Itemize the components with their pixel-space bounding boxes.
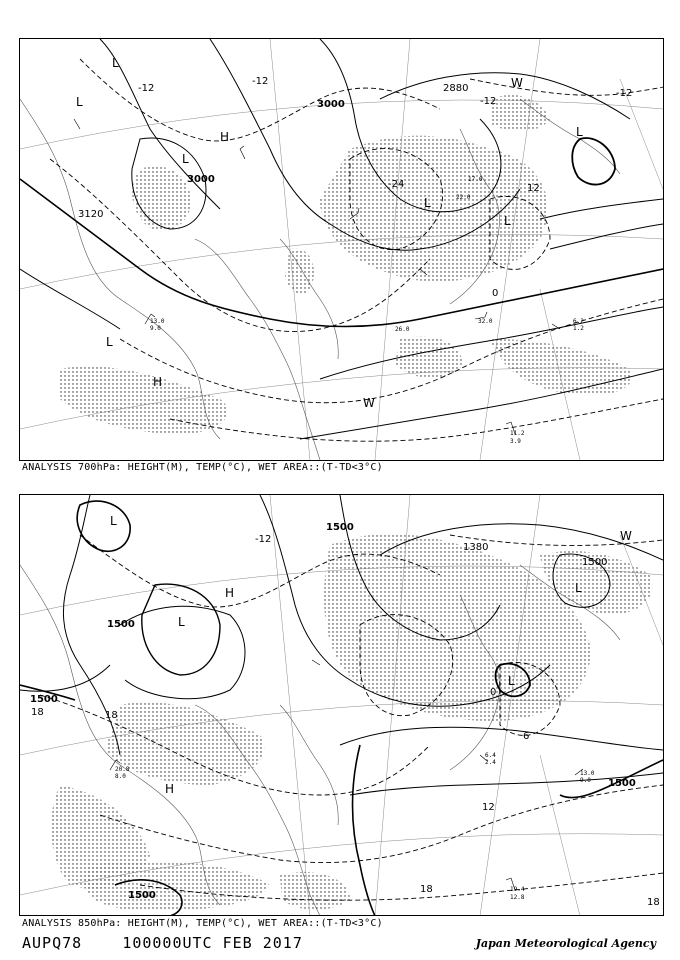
low-center-marker: L bbox=[576, 125, 583, 139]
low-center-marker: L bbox=[182, 152, 189, 166]
temp-label: -12 bbox=[480, 96, 497, 107]
station-value: 32.0 bbox=[478, 318, 493, 325]
station-value: 11.2 bbox=[510, 430, 525, 437]
low-center-marker: L bbox=[110, 514, 117, 528]
height-label: 1500 bbox=[128, 890, 156, 901]
station-value: 2.4 bbox=[485, 759, 496, 766]
temp-label: 6 bbox=[523, 731, 530, 742]
height-label: 1500 bbox=[107, 619, 135, 630]
temp-label: 18 bbox=[647, 897, 660, 908]
temp-label: 18 bbox=[31, 707, 44, 718]
high-center-marker: H bbox=[225, 586, 235, 600]
warm-center-marker: W bbox=[363, 396, 375, 410]
temp-label: 12 bbox=[527, 183, 540, 194]
low-center-marker: L bbox=[508, 674, 515, 688]
warm-center-marker: W bbox=[620, 529, 632, 543]
map-850hpa-svg bbox=[20, 495, 663, 916]
height-label: 3000 bbox=[317, 99, 345, 110]
chart-identifier bbox=[22, 934, 303, 952]
low-center-marker: L bbox=[178, 615, 185, 629]
station-value: 13.0 bbox=[150, 318, 165, 325]
station-value: 13.0 bbox=[580, 770, 595, 777]
station-value: 22.0 bbox=[456, 194, 471, 201]
station-value: 1.2 bbox=[573, 325, 584, 332]
caption-850hpa: ANALYSIS 850hPa: HEIGHT(M), TEMP(°C), WET AREA::(T-TD<3°C) bbox=[22, 918, 383, 929]
temp-label: 12 bbox=[482, 802, 495, 813]
height-label: 1500 bbox=[326, 522, 354, 533]
low-center-marker: L bbox=[112, 56, 119, 70]
low-center-marker: L bbox=[76, 95, 83, 109]
height-label: 3120 bbox=[78, 209, 104, 220]
warm-center-marker: W bbox=[511, 76, 523, 90]
height-label: 2880 bbox=[443, 83, 469, 94]
valid-time: 100000UTC FEB 2017 bbox=[122, 934, 303, 952]
temp-label: -12 bbox=[255, 534, 272, 545]
high-center-marker: H bbox=[220, 130, 230, 144]
height-label: 1500 bbox=[30, 694, 58, 705]
low-center-marker: L bbox=[106, 335, 113, 349]
station-value: 9.0 bbox=[580, 777, 591, 784]
station-value: 19.4 bbox=[510, 886, 525, 893]
station-value: 12.8 bbox=[510, 894, 525, 901]
map-panel-700hpa bbox=[19, 38, 664, 461]
low-center-marker: L bbox=[575, 581, 582, 595]
station-value: 9.0 bbox=[150, 325, 161, 332]
temp-label: 0 bbox=[492, 288, 499, 299]
map-700hpa-svg bbox=[20, 39, 663, 460]
station-value: 6.4 bbox=[485, 752, 496, 759]
low-center-marker: L bbox=[504, 214, 511, 228]
map-panel-850hpa bbox=[19, 494, 664, 916]
station-value: 17.0 bbox=[468, 176, 483, 183]
high-center-marker: H bbox=[153, 375, 163, 389]
temp-label: -12 bbox=[138, 83, 155, 94]
temp-label: 18 bbox=[420, 884, 433, 895]
caption-700hpa: ANALYSIS 700hPa: HEIGHT(M), TEMP(°C), WET AREA::(T-TD<3°C) bbox=[22, 462, 383, 473]
wet-area-shading bbox=[51, 534, 652, 911]
temp-label: -12 bbox=[252, 76, 269, 87]
station-value: 6.2 bbox=[573, 318, 584, 325]
low-center-marker: L bbox=[424, 196, 431, 210]
station-value: 20.8 bbox=[115, 766, 130, 773]
wet-area-shading bbox=[60, 95, 632, 434]
temp-label: -12 bbox=[616, 88, 633, 99]
temp-label: -24 bbox=[388, 179, 405, 190]
height-label: 1500 bbox=[608, 778, 636, 789]
temp-label: 18 bbox=[105, 710, 118, 721]
height-label: 1500 bbox=[582, 557, 608, 568]
chart-code: AUPQ78 bbox=[22, 934, 83, 952]
agency-name: Japan Meteorological Agency bbox=[475, 937, 656, 950]
station-value: 26.0 bbox=[395, 326, 410, 333]
high-center-marker: H bbox=[165, 782, 175, 796]
height-label: 3000 bbox=[187, 174, 215, 185]
station-value: 8.0 bbox=[115, 773, 126, 780]
height-label: 1380 bbox=[463, 542, 489, 553]
temp-label: 0 bbox=[490, 687, 497, 698]
station-value: 3.9 bbox=[510, 438, 521, 445]
